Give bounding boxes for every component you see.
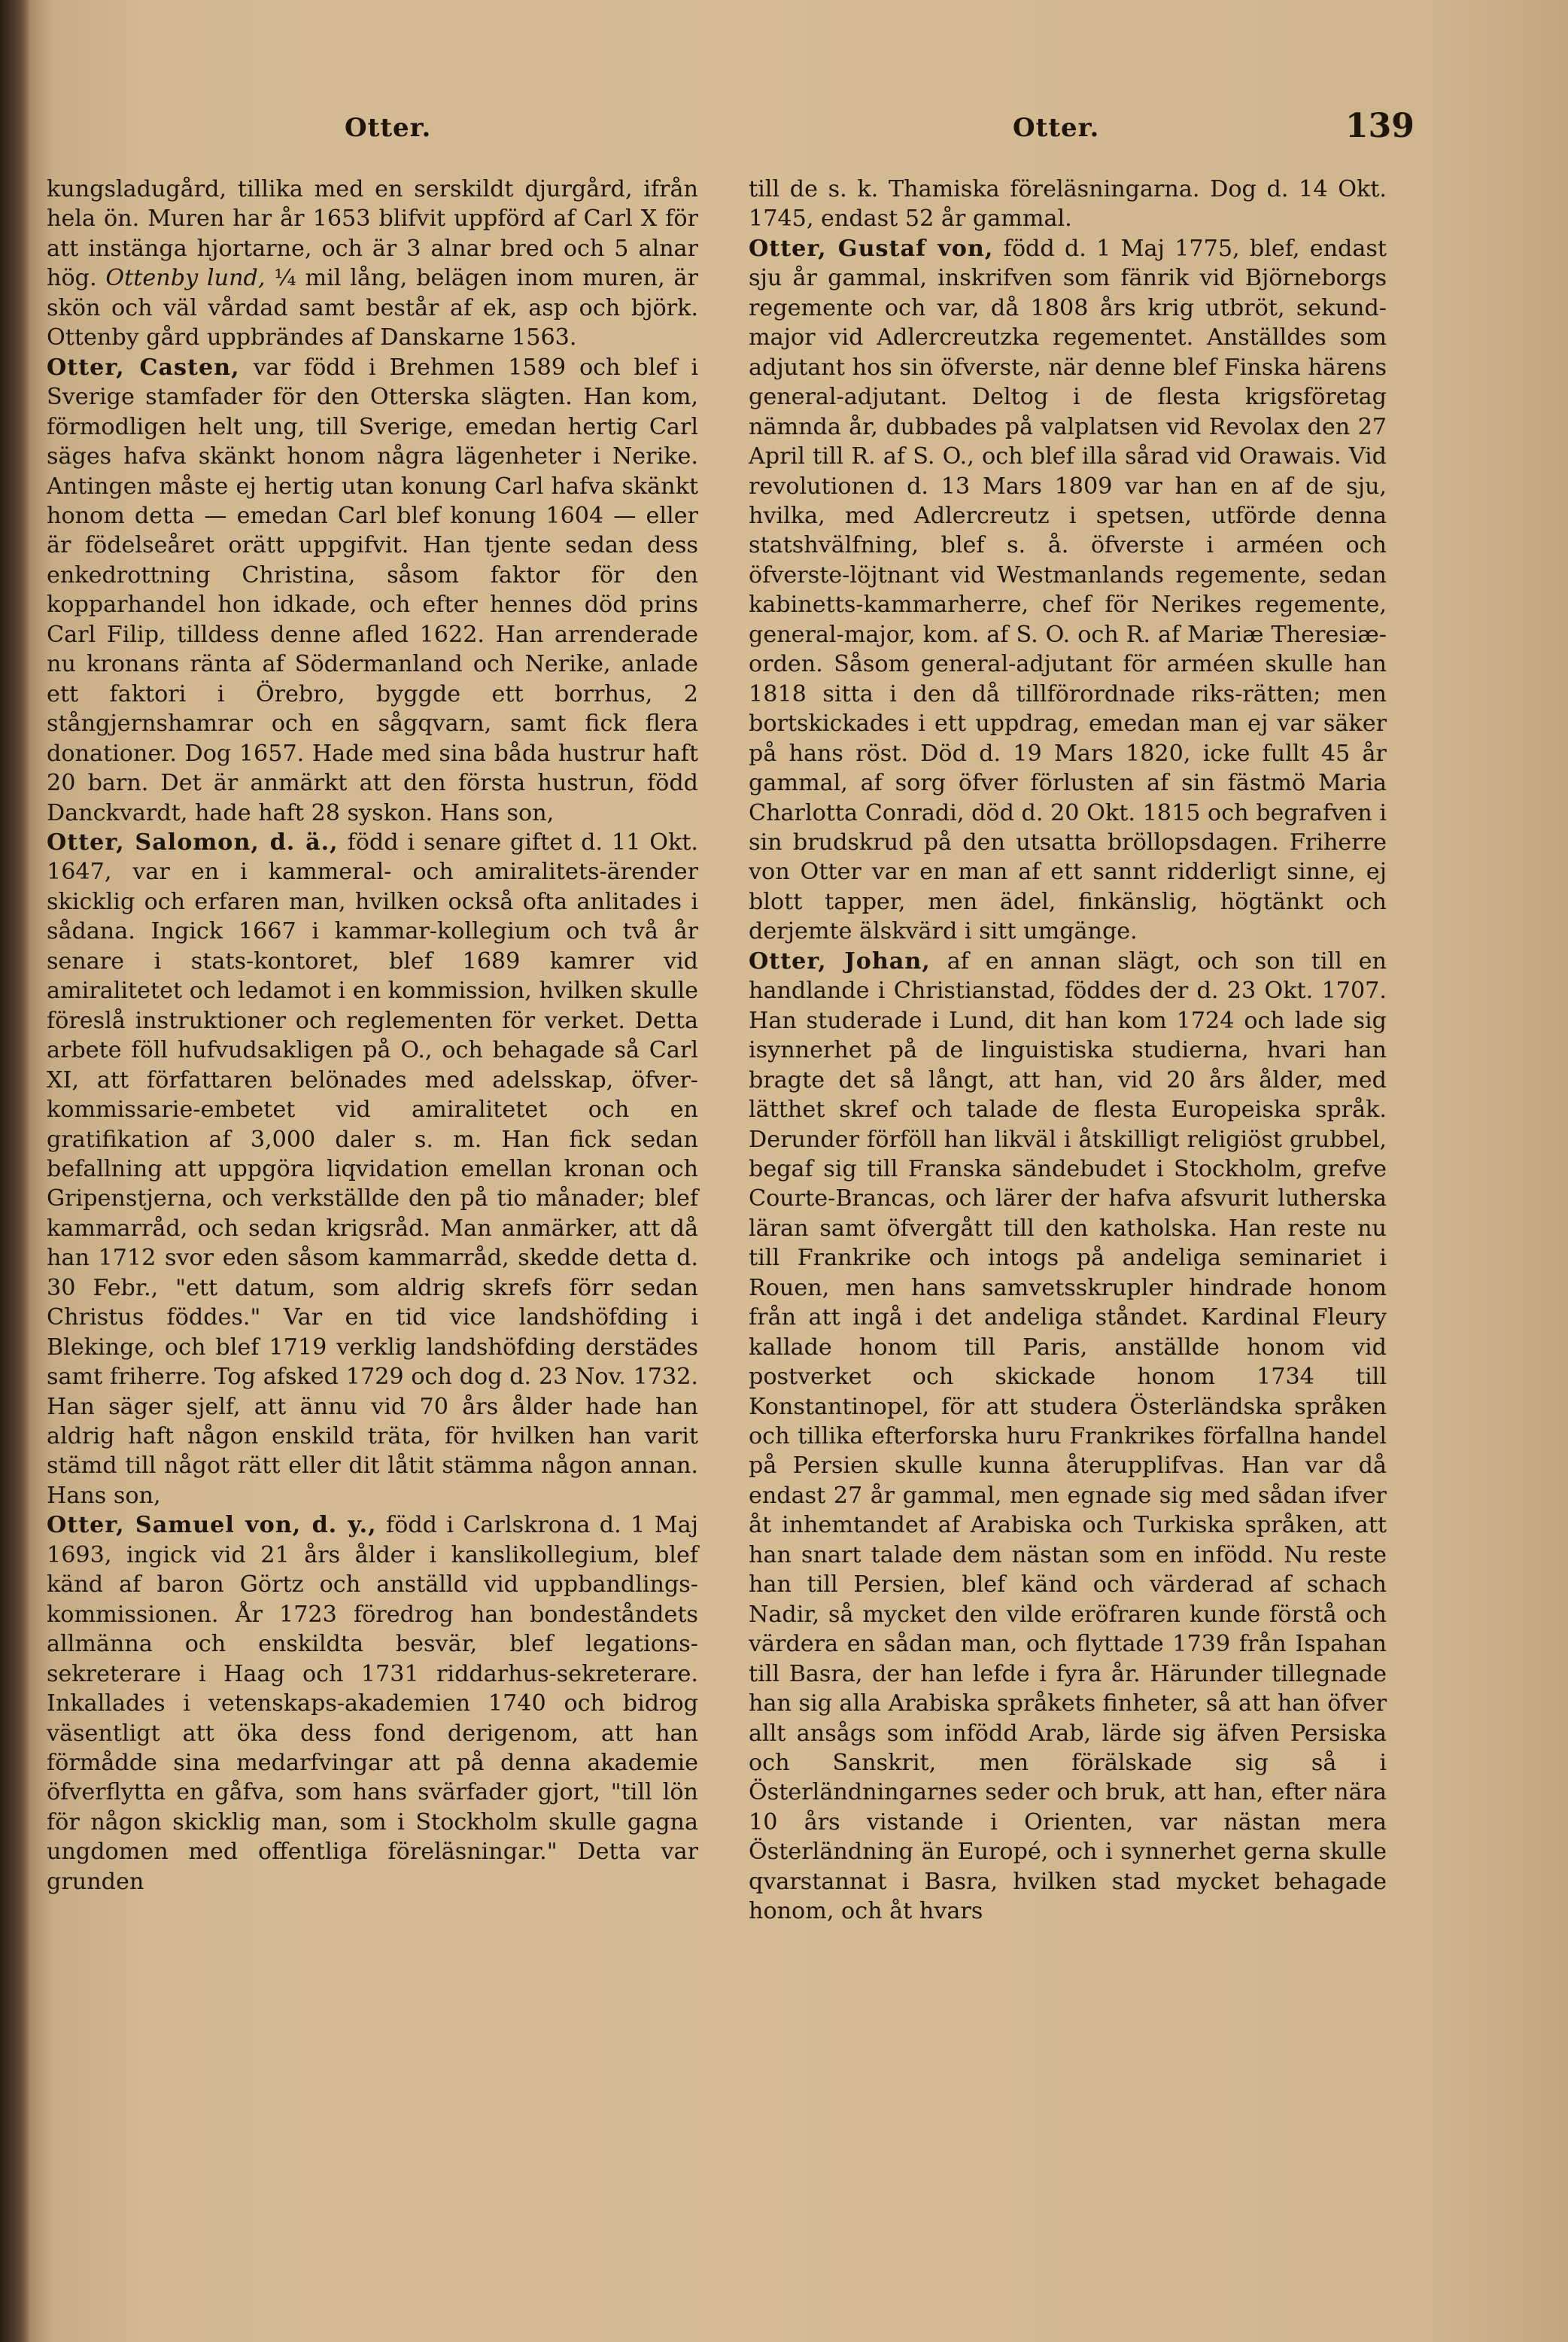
entry-name: Otter, Gustaf von, [749,235,994,262]
right-column [749,175,1387,1927]
entry-samuel-von-otter: Otter, Samuel von, d. y., född i Carlskrona d. 1 Maj 1693, ingick vid 21 års ålder i kanslikollegium, blef känd af baron Görtz och anställd vid uppbandlings-kommissionen. År 1723 föredrog han bondeståndets allmänna och enskildta besvär, blef legations-sekreterare i Haag och 1731 riddarhus-sekreterare. Inkallades i vetenskaps-akademien 1740 och bidrog väsentligt att öka dess fond derigenom, att han förmådde sina medarfvingar att på denna akademie öfverflytta en gåfva, som hans svärfader gjort, "till lön för någon skicklig man, som i Stockholm skulle gagna ungdomen med offentliga föreläsningar." Detta var grunden [47,1512,698,1895]
paragraph-continuation: till de s. k. Thamiska föreläsningarna. Dog d. 14 Okt. 1745, endast 52 år gammal. [749,176,1387,233]
entry-name: Otter, Samuel von, d. y., [47,1512,377,1539]
entry-gustaf-von-otter: Otter, Gustaf von, född d. 1 Maj 1775, blef, endast sju år gammal, inskrifven som fänrik vid Björneborgs regemente och var, då 1808 års krig utbröt, sekund-major vid Adlercreutzka regementet. Anställdes som adjutant hos sin öfverste, när denne blef Finska härens general-adjutant. Deltog i de flesta krigsföretag nämnda år, dubbades på valplatsen vid Revolax den 27 April till R. af S. O., och blef illa sårad vid Orawais. Vid revolutionen d. 13 Mars 1809 var han en af de sju, hvilka, med Adlercreutz i spetsen, utförde denna statshvälfning, blef s. å. öfverste i arméen och öfverste-löjtnant vid Westmanlands regemente, sedan kabinetts-kammarherre, chef för Nerikes regemente, general-major, kom. af S. O. och R. af Mariæ Theresiæ-orden. Såsom general-adjutant för arméen skulle han 1818 sitta i den då tillförordnade riks-rätten; men bortskickades i ett uppdrag, emedan man ej var säker på hans röst. Död d. 19 Mars 1820, icke fullt 45 år gammal, af sorg öfver förlusten af sin fästmö Maria Charlotta Conradi, död d. 20 Okt. 1815 och begrafven i sin brudskrud på den utsatta bröllopsdagen. Friherre von Otter var en man af ett sannt ridderligt sinne, ej blott tapper, men ädel, finkänslig, högtänkt och derjemte älskvärd i sitt umgänge. [749,235,1387,945]
entry-johan-otter: Otter, Johan, af en annan slägt, och son till en handlande i Christianstad, föddes der d. 23 Okt. 1707. Han studerade i Lund, dit han kom 1724 och lade sig isynnerhet på de linguistiska studierna, hvari han bragte det så långt, att han, vid 20 års ålder, med lätthet skref och talade de flesta Europeiska språk. Derunder förföll han likväl i åtskilligt religiöst grubbel, begaf sig till Franska sändebudet i Stockholm, grefve Courte-Brancas, och lärer der hafva afsvurit lutherska läran samt öfvergått till den katholska. Han reste nu till Frankrike och intogs på andeliga seminariet i Rouen, men hans samvetsskrupler hindrade honom från att ingå i det andeliga ståndet. Kardinal Fleury kallade honom till Paris, anställde honom vid postverket och skickade honom 1734 till Konstantinopel, för att studera Österländska språken och tillika efterforska huru Frankrikes förfallna handel på Persien skulle kunna återupplifvas. Han var då endast 27 år gammal, men egnade sig med sådan ifver åt inhemtandet af Arabiska och Turkiska språken, att han snart talade dem nästan som en infödd. Nu reste han till Persien, blef känd och värderad af schach Nadir, så mycket den vilde eröfraren kunde förstå och värdera en sådan man, och flyttade 1739 från Ispahan till Basra, der han lefde i fyra år. Härunder tillegnade han sig alla Arabiska språkets finheter, så att han öfver allt ansågs som infödd Arab, lärde sig äfven Persiska och Sanskrit, men förälskade sig så i Österländningarnes seder och bruk, att han, efter nära 10 års vistande i Orienten, var nästan mera Österländning än Europé, och i synnerhet gerna skulle qvarstannat i Basra, hvilken stad mycket behagade honom, och åt hvars [749,947,1387,1925]
italic-term: Ottenby lund, [105,265,266,292]
running-head-left: Otter. [345,113,432,143]
entry-name: Otter, Salomon, d. ä., [47,829,339,856]
entry-casten-otter: Otter, Casten, var född i Brehmen 1589 och blef i Sverige stamfader för den Otterska slägten. Han kom, förmodligen helt ung, till Sverige, emedan hertig Carl säges hafva skänkt honom några lägenheter i Nerike. Antingen måste ej hertig utan konung Carl hafva skänkt honom detta — emedan Carl blef konung 1604 — eller är födelseåret orätt uppgifvit. Han tjente sedan dess enkedrottning Christina, såsom faktor för den kopparhandel hon idkade, och efter hennes död prins Carl Filip, tilldess denne afled 1622. Han arrenderade nu kronans ränta af Södermanland och Nerike, anlade ett faktori i Örebro, byggde ett borrhus, 2 stångjernshamrar och en sågqvarn, samt fick flera donationer. Dog 1657. Hade med sina båda hustrur haft 20 barn. Det är anmärkt att den första hustrun, född Danckvardt, hade haft 28 syskon. Hans son, [47,354,698,826]
entry-salomon-otter: Otter, Salomon, d. ä., född i senare giftet d. 11 Okt. 1647, var en i kammeral- och amiralitets-ärender skicklig och erfaren man, hvilken också ofta anlitades i sådana. Ingick 1667 i kammar-kollegium och två år senare i stats-kontoret, blef 1689 kamrer vid amiralitetet och ledamot i en kommission, hvilken skulle föreslå instruktioner och reglementen för verket. Detta arbete föll hufvudsakligen på O., och behagade så Carl XI, att författaren belönades med adelsskap, öfver-kommissarie-embetet vid amiralitetet och en gratifikation af 3,000 daler s. m. Han fick sedan befallning att uppgöra liqvidation emellan kronan och Gripenstjerna, och verkställde den på tio månader; blef kammarråd, och sedan krigsråd. Man anmärker, att då han 1712 svor eden såsom kammarråd, skedde detta d. 30 Febr., "ett datum, som aldrig skrefs förr sedan Christus föddes." Var en tid vice landshöfding i Blekinge, och blef 1719 verklig landshöfding derstädes samt friherre. Tog afsked 1729 och dog d. 23 Nov. 1732. Han säger sjelf, att ännu vid 70 års ålder hade han aldrig haft någon enskild träta, för hvilken han varit stämd till något rätt eller dit låtit stämma någon annan. Hans son, [47,829,698,1509]
running-head-right: Otter. [1013,113,1100,143]
left-column [47,175,698,1896]
entry-name: Otter, Casten, [47,354,240,381]
page-number: 139 [1345,107,1415,145]
page-binding-shadow [0,0,30,2342]
paragraph-ottenby: kungsladugård, tillika med en serskildt djurgård, ifrån hela ön. Muren har år 1653 blifvit uppförd af Carl X för att instänga hjortarne, och är 3 alnar bred och 5 alnar hög. Ottenby lund, ¼ mil lång, belägen inom muren, är skön och väl vårdad samt består af ek, asp och björk. Ottenby gård uppbrändes af Danskarne 1563. [47,176,698,351]
entry-name: Otter, Johan, [749,947,931,975]
